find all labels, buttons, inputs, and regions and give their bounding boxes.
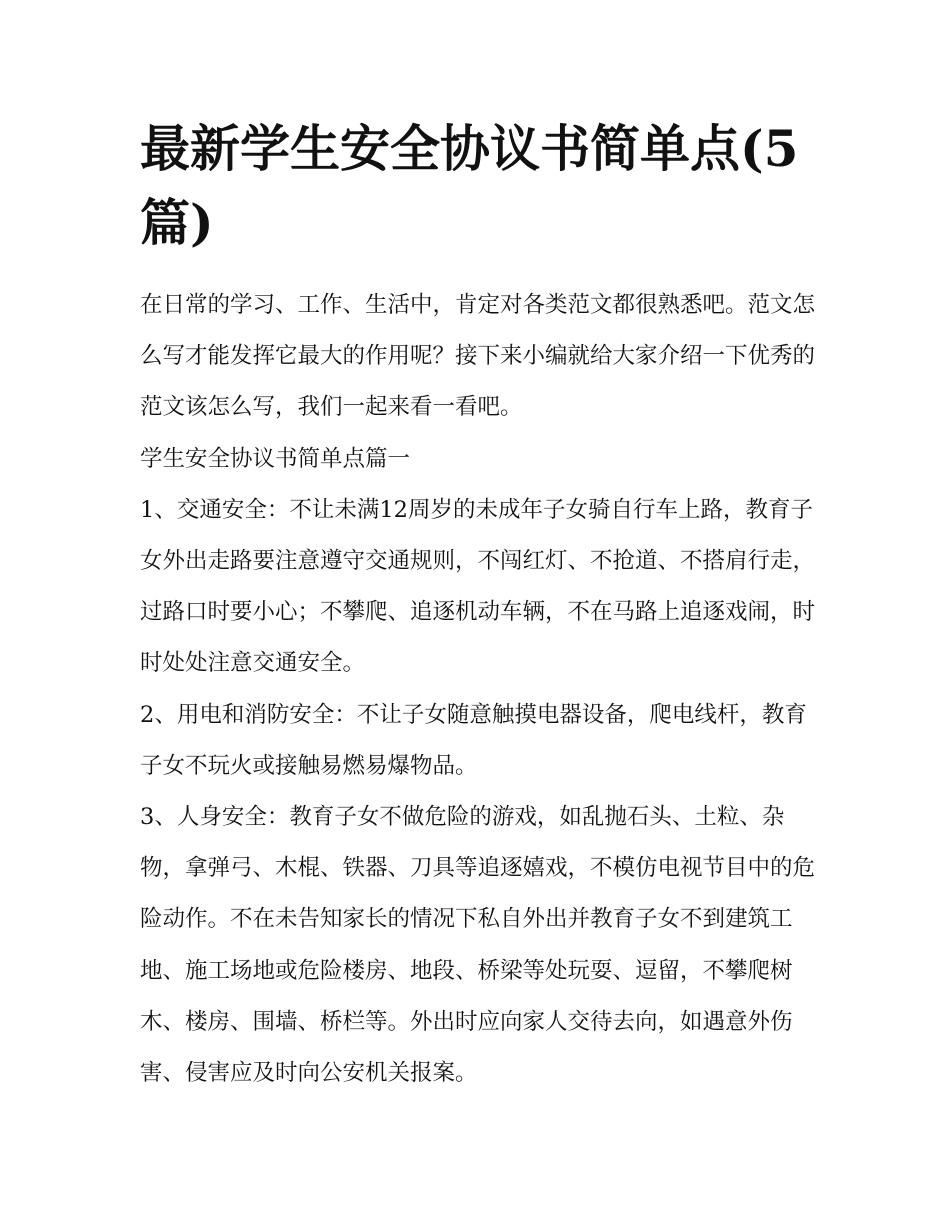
item-personal-safety: 3、人身安全：教育子女不做危险的游戏，如乱抛石头、土粒、杂物，拿弹弓、木棍、铁器、刀具等追逐嬉戏，不模仿电视节目中的危险动作。不在未告知家长的情况下私自外出并教育子女不到建筑工地、施工场地或危险楼房、地段、桥梁等处玩耍、逗留，不攀爬树木、楼房、围墙、桥栏等。外出时应向家人交待去向，如遇意外伤害、侵害应及时向公安机关报案。 [140,804,816,1087]
section-heading: 学生安全协议书简单点篇一 [140,445,411,472]
document-title: 最新学生安全协议书简单点(5篇) [140,119,799,252]
item-electric-fire-safety: 2、用电和消防安全：不让子女随意触摸电器设备，爬电线杆，教育子女不玩火或接触易燃易爆物品。 [140,701,807,779]
intro-paragraph: 在日常的学习、工作、生活中，肯定对各类范文都很熟悉吧。范文怎么写才能发挥它最大的作用呢？接下来小编就给大家介绍一下优秀的范文该怎么写，我们一起来看一看吧。 [140,292,816,421]
item-traffic-safety: 1、交通安全：不让未满12周岁的未成年子女骑自行车上路，教育子女外出走路要注意遵守交通规则，不闯红灯、不抢道、不搭肩行走，过路口时要小心；不攀爬、追逐机动车辆，不在马路上追逐戏闹，时时处处注意交通安全。 [140,496,816,677]
document-content [140,112,815,1099]
document-body [140,280,815,1099]
